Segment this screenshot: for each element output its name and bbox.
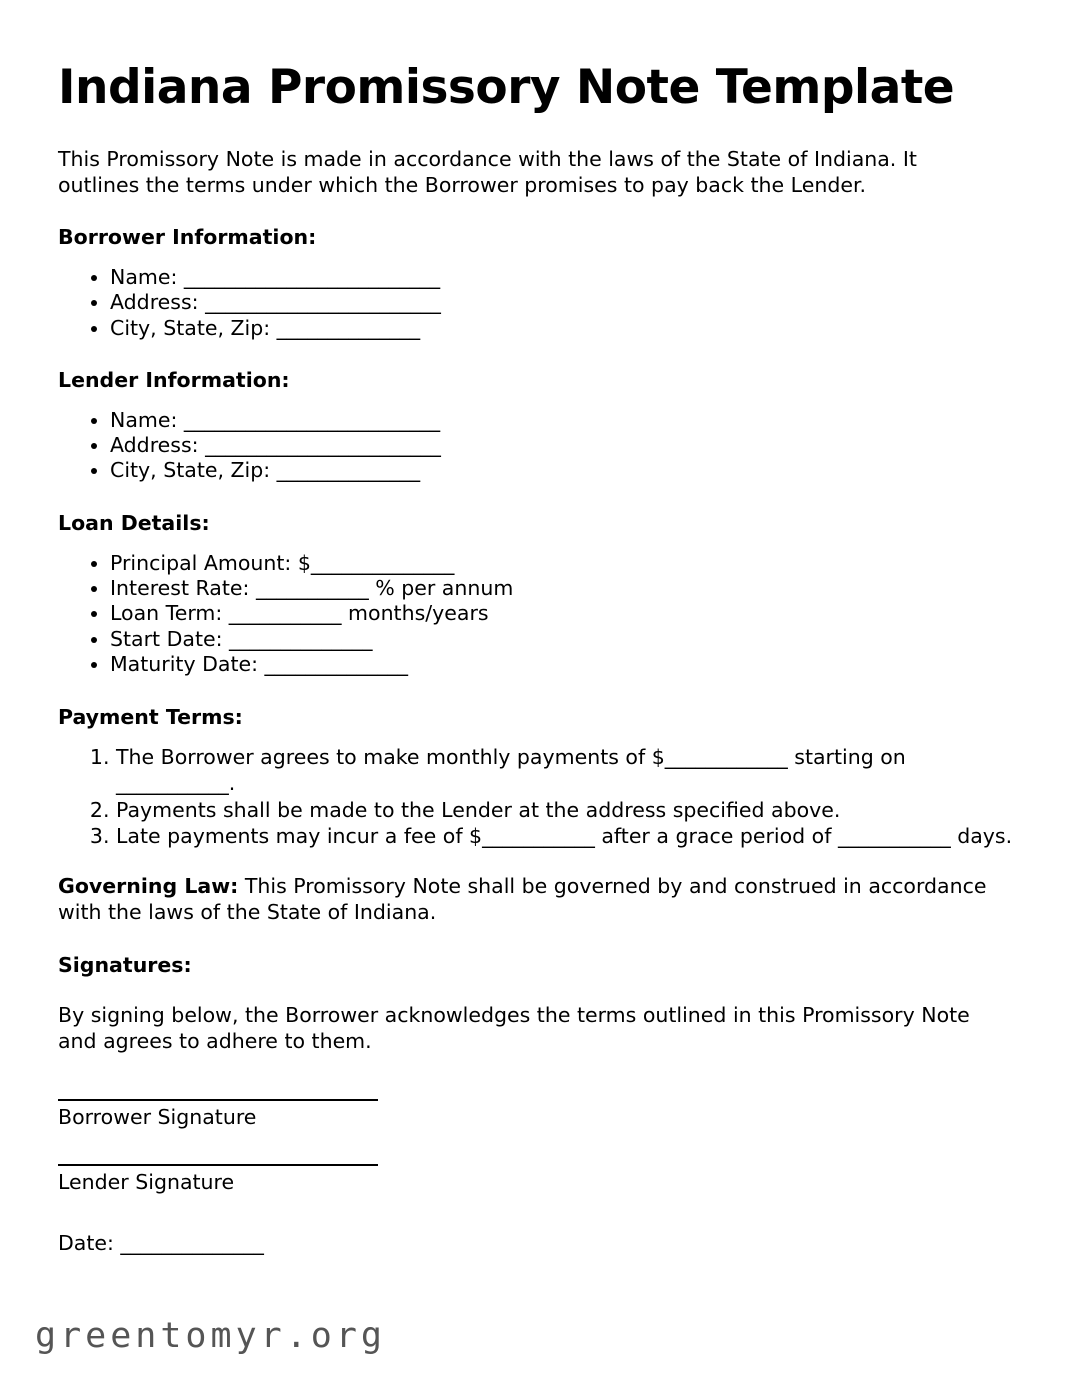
list-item: • Maturity Date: ______________ — [110, 652, 1013, 677]
section-heading-loan-details: Loan Details: — [58, 510, 210, 535]
signature-statement: By signing below, the Borrower acknowledges the terms outlined in this Promissory Note and agrees to adhere to them. — [58, 1003, 970, 1054]
list-item: 1. The Borrower agrees to make monthly payments of $____________ starting on ___________. — [116, 744, 1013, 796]
footer-brand-watermark: greentomyr.org — [35, 1316, 387, 1356]
list-item: • City, State, Zip: ______________ — [110, 458, 1013, 483]
page-title: Indiana Promissory Note Template — [58, 60, 955, 115]
lender-signature-label: Lender Signature — [58, 1170, 235, 1195]
date-field[interactable]: Date: ______________ — [58, 1230, 264, 1255]
governing-law-paragraph — [58, 873, 1013, 925]
list-item: • Name: _________________________ — [110, 408, 1013, 433]
borrower-signature-label: Borrower Signature — [58, 1104, 257, 1129]
intro-paragraph: This Promissory Note is made in accordance with the laws of the State of Indiana. It outlines the terms under which the Borrower promises to pay back the Lender. — [58, 146, 917, 197]
payment-terms-list — [58, 744, 1013, 849]
borrower-information-list — [58, 265, 1013, 341]
governing-law-label: Governing Law: — [58, 874, 239, 899]
section-heading-signatures: Signatures: — [58, 952, 192, 977]
lender-signature-line[interactable] — [58, 1164, 378, 1166]
list-item: • Address: _______________________ — [110, 290, 1013, 315]
list-item: • Start Date: ______________ — [110, 627, 1013, 652]
section-heading-borrower-information: Borrower Information: — [58, 225, 317, 250]
lender-information-list — [58, 408, 1013, 484]
document-page — [58, 0, 1013, 1257]
list-item: • Address: _______________________ — [110, 433, 1013, 458]
signature-block — [58, 1099, 1013, 1257]
list-item: • Principal Amount: $______________ — [110, 551, 1013, 576]
list-item: 3. Late payments may incur a fee of $___________ after a grace period of ___________ days. — [116, 823, 1013, 849]
loan-details-list — [58, 551, 1013, 678]
section-heading-lender-information: Lender Information: — [58, 368, 290, 393]
borrower-signature-line[interactable] — [58, 1099, 378, 1101]
list-item: • Loan Term: ___________ months/years — [110, 601, 1013, 626]
section-heading-payment-terms: Payment Terms: — [58, 704, 243, 729]
list-item: 2. Payments shall be made to the Lender at the address specified above. — [116, 797, 1013, 823]
list-item: • City, State, Zip: ______________ — [110, 316, 1013, 341]
list-item: • Name: _________________________ — [110, 265, 1013, 290]
list-item: • Interest Rate: ___________ % per annum — [110, 576, 1013, 601]
governing-law-text: This Promissory Note shall be governed by and construed in accordance with the laws of the State of Indiana. — [58, 874, 987, 925]
